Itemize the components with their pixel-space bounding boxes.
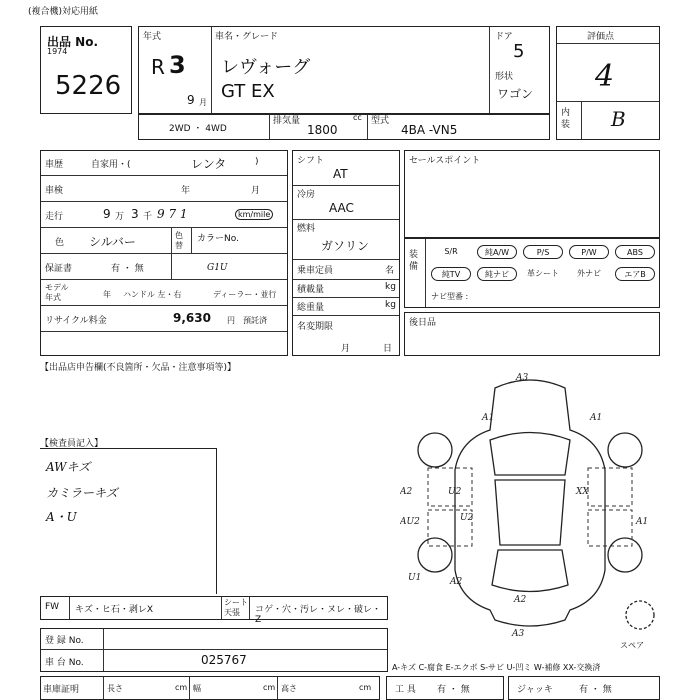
car-name: レヴォーグ <box>221 57 311 78</box>
displacement: 1800 <box>307 123 338 137</box>
front-right-wheel <box>608 433 642 467</box>
specs-box: シフト AT 冷房 AAC 燃料 ガソリン 乗車定員 名 積載量 kg 総重量 kg 名変期限 月 日 <box>292 150 400 356</box>
equip-tv: 純TV <box>431 267 471 281</box>
roof-outline <box>495 480 565 545</box>
car-damage-diagram <box>400 370 660 640</box>
mark-8: A1 <box>636 517 649 527</box>
equip-ps: P/S <box>523 245 563 259</box>
jack-value: 有 ・ 無 <box>579 685 612 695</box>
mileage-man: 9 <box>103 207 111 221</box>
seat-text: コゲ・穴・汚レ・ヌレ・破レ・Z <box>255 605 382 625</box>
mark-10: A2 <box>450 577 463 587</box>
cc-unit: cc <box>353 113 362 122</box>
mark-9: U1 <box>408 573 422 583</box>
km-unit: km/mile <box>235 209 273 220</box>
month-unit: 月 <box>199 98 207 107</box>
door-label: ドア <box>495 32 513 42</box>
history-box: 車歴 自家用・( レンタ ) 車検 年 月 走行 9 万 3 千 9 7 1 km/mile 色 シルバー 色替 カラーNo. 保証書 有 ・ 無 G1U モデル 年式 年 ハンドル 左・右 ディーラー・並行 リサイクル料金 9,630 円 預託済 <box>40 150 288 356</box>
mileage-rest: 9 7 1 <box>157 207 188 221</box>
jack-box: ジャッキ 有 ・ 無 <box>508 676 660 700</box>
shape: ワゴン <box>497 87 534 101</box>
rear-left-wheel <box>418 538 452 572</box>
tools-value: 有 ・ 無 <box>437 685 470 695</box>
spare-label: スペア <box>620 641 644 650</box>
mark-2: A1 <box>590 413 603 423</box>
tools-box: 工 具 有 ・ 無 <box>386 676 504 700</box>
equip-airbag: エアB <box>615 267 655 281</box>
model: 4BA -VN5 <box>401 123 458 137</box>
garage-box: 車庫証明 長さ cm 幅 cm 高さ cm <box>40 676 380 700</box>
car-body-outline <box>455 380 605 626</box>
mark-3: A2 <box>400 487 413 497</box>
drive-box <box>138 114 550 140</box>
seller-notes-label: 【出品店申告欄(不良箇所・欠品・注意事項等)】 <box>40 363 237 373</box>
lot-number: 5226 <box>55 71 122 101</box>
lot-box <box>40 26 132 114</box>
equip-sr: S/R <box>444 247 458 256</box>
interior-value: B <box>611 107 626 131</box>
floor-box: FW キズ・ヒ石・剥レX シート 天張 コゲ・穴・汚レ・ヌレ・破レ・Z <box>40 596 388 620</box>
equip-leather: 革シート <box>527 269 559 278</box>
recycle-label: リサイクル料金 <box>45 316 107 326</box>
warranty-value: 有 ・ 無 <box>111 264 144 274</box>
car-grade: GT EX <box>221 81 275 102</box>
front-left-wheel <box>418 433 452 467</box>
shift: AT <box>333 167 348 181</box>
after-market-box: 後日品 <box>404 312 660 356</box>
mark-5: XX <box>576 487 589 497</box>
score-value: 4 <box>595 59 615 94</box>
month-value: 9 <box>187 93 195 107</box>
name-label: 車名・グレード <box>215 32 279 42</box>
mark-12: A3 <box>512 629 525 639</box>
dealer: ディーラー・並行 <box>213 290 277 299</box>
equip-aw: 純A/W <box>477 245 517 259</box>
inspection-label: 車検 <box>45 186 64 196</box>
inspector-label: 【検査員記入】 <box>40 439 104 449</box>
lot-label: 出品 No. <box>47 35 99 49</box>
inspector-note-2: カミラーキズ <box>46 486 118 500</box>
handle: ハンドル 左・右 <box>123 290 182 299</box>
lot-year-stamp: 1974 <box>47 47 68 56</box>
fuel: ガソリン <box>321 239 370 253</box>
year-value: 3 <box>169 51 186 79</box>
right-front-door <box>588 468 632 506</box>
mark-6: AU2 <box>400 517 420 527</box>
warranty-label: 保証書 <box>45 264 73 274</box>
mileage-label: 走行 <box>45 212 64 222</box>
mark-1: A1 <box>482 413 495 423</box>
era: R <box>151 55 165 79</box>
mileage-sen: 3 <box>131 207 139 221</box>
form-title: (複合機)対応用紙 <box>28 7 99 17</box>
registration-box: 登 録 No. 車 台 No. 025767 <box>40 628 388 672</box>
color-label: 色 <box>55 238 65 248</box>
equip-abs: ABS <box>615 245 655 259</box>
equipment-box <box>404 238 660 308</box>
navi-model-label: ナビ型番 : <box>431 292 469 301</box>
equip-navi: 純ナビ <box>477 267 517 281</box>
year-label: 年式 <box>143 32 162 42</box>
shape-label: 形状 <box>495 72 514 82</box>
spare-tire <box>626 601 654 629</box>
color-no-label: カラーNo. <box>197 234 239 244</box>
interior-label: 内装 <box>561 108 571 130</box>
color: シルバー <box>89 235 136 249</box>
damage-legend: A-キズ C-腐食 E-エクボ S-サビ U-凹ミ W-補修 XX-交換済 <box>392 663 601 672</box>
sales-point-box: セールスポイント <box>404 150 660 238</box>
rear-right-wheel <box>608 538 642 572</box>
history-label: 車歴 <box>45 160 64 170</box>
equipment-label: 装備 <box>409 250 419 272</box>
equip-pw: P/W <box>569 245 609 259</box>
inspector-note-1: AWキズ <box>46 460 91 474</box>
score-label: 評価点 <box>587 32 615 42</box>
model-label: 型式 <box>371 116 390 126</box>
right-rear-door <box>588 510 632 546</box>
mark-7: U2 <box>460 513 474 523</box>
equip-ext-navi: 外ナビ <box>577 269 601 278</box>
inspector-note-3: A・U <box>46 510 77 524</box>
recycle-value: 9,630 <box>173 311 211 325</box>
chassis-number: 025767 <box>201 653 247 667</box>
color-change-label: 色替 <box>175 231 183 250</box>
mark-11: A2 <box>514 595 527 605</box>
displacement-label: 排気量 <box>273 116 301 126</box>
rear-window <box>492 550 568 592</box>
use-value: レンタ <box>191 157 227 171</box>
ac: AAC <box>329 201 354 215</box>
car-box <box>138 26 550 114</box>
fw-text: キズ・ヒ石・剥レX <box>75 605 153 615</box>
score-box <box>556 26 660 140</box>
mark-4: U2 <box>448 487 462 497</box>
doors: 5 <box>513 41 525 62</box>
use-label: 自家用・( <box>91 160 131 170</box>
drive: 2WD ・ 4WD <box>169 124 227 134</box>
mark-0: A3 <box>516 373 529 383</box>
color-no: G1U <box>207 263 228 273</box>
windshield <box>490 433 570 476</box>
model-spec-label: モデル 年式 <box>45 283 69 302</box>
